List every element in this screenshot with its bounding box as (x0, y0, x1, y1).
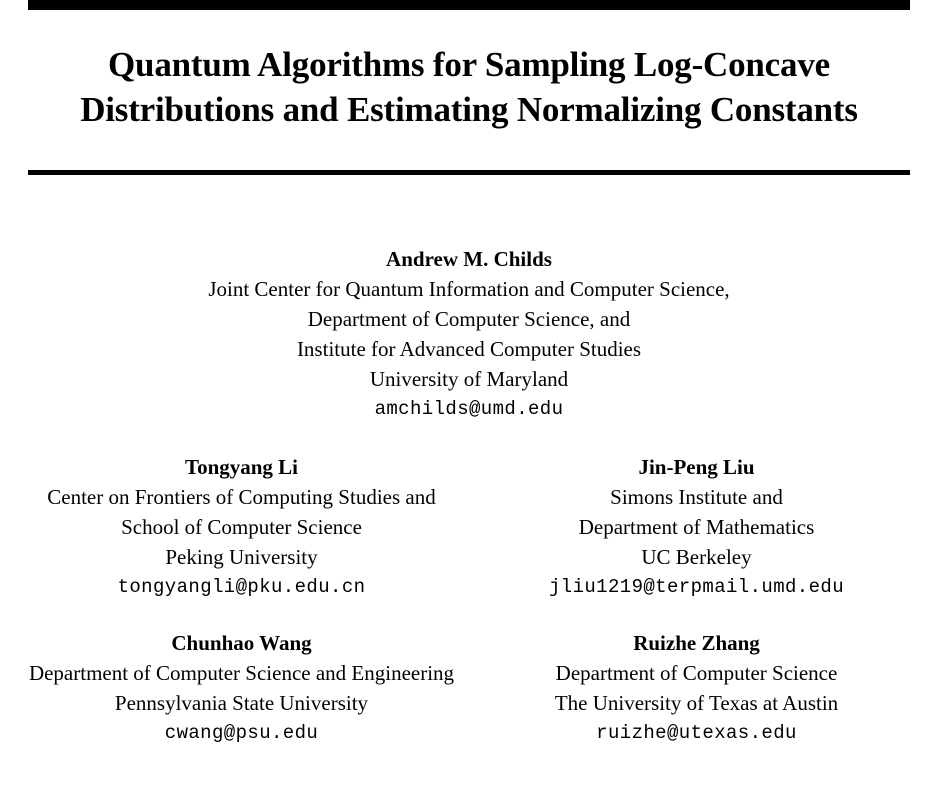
author-affiliation-line: UC Berkeley (641, 545, 752, 569)
author-affiliation-line: Department of Computer Science, and (307, 307, 631, 331)
author-affiliation-line: Joint Center for Quantum Information and Computer Science, (208, 277, 730, 301)
author-row-1 (0, 452, 938, 602)
author-affiliation-line: Center on Frontiers of Computing Studies and (47, 485, 436, 509)
author-name: Andrew M. Childs (386, 247, 552, 271)
author-list (0, 196, 938, 748)
title-divider-rule (28, 170, 910, 175)
author-block-chunhao-wang (14, 628, 469, 748)
author-email[interactable]: amchilds@umd.edu (374, 398, 564, 420)
author-affiliation-line: Department of Mathematics (578, 515, 815, 539)
author-block-tongyang-li (14, 452, 469, 602)
author-row-2 (0, 628, 938, 748)
author-block-jin-peng-liu (469, 452, 924, 602)
title-line-2: Distributions and Estimating Normalizing Constants (80, 90, 858, 129)
author-name: Chunhao Wang (171, 631, 312, 655)
author-affiliation-line: University of Maryland (369, 367, 569, 391)
author-name: Jin-Peng Liu (638, 455, 755, 479)
author-affiliation-line: Simons Institute and (610, 485, 783, 509)
author-block-ruizhe-zhang (469, 628, 924, 748)
author-name: Tongyang Li (184, 455, 299, 479)
title-line-1: Quantum Algorithms for Sampling Log-Concave (108, 45, 830, 84)
author-affiliation-line: Department of Computer Science and Engineering (28, 661, 455, 685)
paper-title (30, 42, 908, 132)
author-affiliation-line: Peking University (165, 545, 318, 569)
author-email[interactable]: jliu1219@terpmail.umd.edu (548, 576, 845, 598)
author-name: Ruizhe Zhang (633, 631, 760, 655)
author-email[interactable]: cwang@psu.edu (164, 722, 319, 744)
author-affiliation-line: Institute for Advanced Computer Studies (296, 337, 642, 361)
author-block-lead (0, 244, 938, 424)
author-affiliation-line: Department of Computer Science (555, 661, 838, 685)
author-email[interactable]: ruizhe@utexas.edu (596, 722, 797, 744)
author-affiliation-line: School of Computer Science (121, 515, 362, 539)
top-border-rule (28, 0, 910, 10)
author-email[interactable]: tongyangli@pku.edu.cn (117, 576, 366, 598)
author-affiliation-line: The University of Texas at Austin (554, 691, 839, 715)
author-affiliation-line: Pennsylvania State University (114, 691, 369, 715)
